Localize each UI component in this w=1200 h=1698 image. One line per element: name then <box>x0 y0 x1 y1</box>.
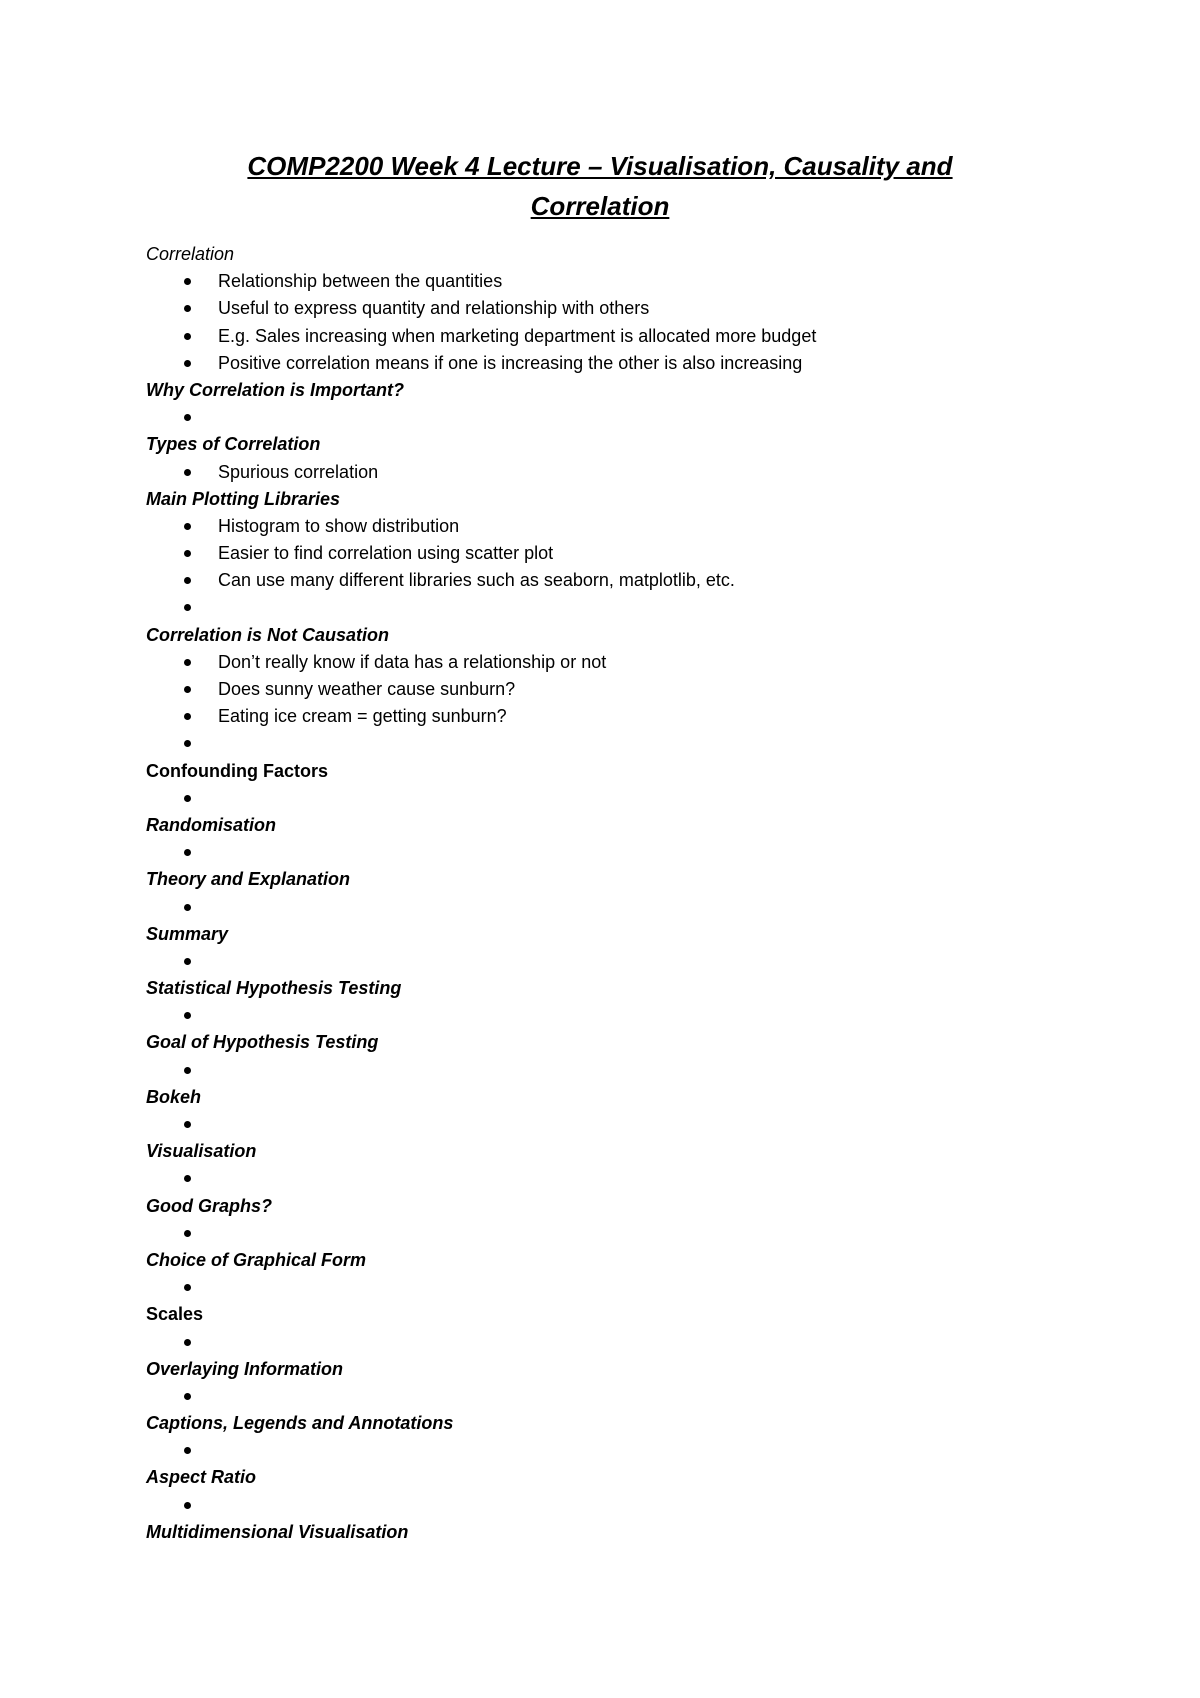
bullet-text: Histogram to show distribution <box>218 515 460 536</box>
bullet-icon <box>184 904 191 911</box>
bullet-item <box>146 1002 1106 1029</box>
bullet-icon <box>184 659 191 666</box>
bullet-item <box>146 295 1106 322</box>
section <box>146 431 1106 485</box>
title-line-2: Correlation <box>530 191 670 221</box>
bullet-item <box>146 649 1106 676</box>
section <box>146 1193 1106 1247</box>
bullet-item <box>146 1437 1106 1464</box>
bullet-icon <box>184 740 191 747</box>
bullet-item <box>146 594 1106 621</box>
bullet-icon <box>184 1284 191 1291</box>
section <box>146 1247 1106 1301</box>
bullet-item <box>146 567 1106 594</box>
bullet-icon <box>184 686 191 693</box>
section-heading: Overlaying Information <box>146 1358 344 1379</box>
bullet-icon <box>184 333 191 340</box>
bullet-text: Easier to find correlation using scatter plot <box>218 543 554 564</box>
bullet-icon <box>184 523 191 530</box>
bullet-icon <box>184 849 191 856</box>
bullet-text: Does sunny weather cause sunburn? <box>218 679 516 699</box>
bullet-item <box>146 350 1106 377</box>
bullet-item <box>146 894 1106 921</box>
section <box>146 812 1106 866</box>
bullet-item <box>146 1165 1106 1192</box>
section <box>146 975 1106 1029</box>
bullet-icon <box>184 1121 191 1128</box>
document-title <box>0 146 1200 226</box>
document-body <box>146 241 1106 1546</box>
bullet-item <box>146 323 1106 350</box>
section <box>146 758 1106 812</box>
section-heading: Statistical Hypothesis Testing <box>146 978 402 999</box>
bullet-icon <box>184 958 191 965</box>
title-line-1: COMP2200 Week 4 Lecture – Visualisation, Causality and <box>247 151 953 181</box>
bullet-item <box>146 1111 1106 1138</box>
bullet-icon <box>184 1502 191 1509</box>
bullet-text: Useful to express quantity and relationship with others <box>218 298 650 319</box>
bullet-icon <box>184 1393 191 1400</box>
bullet-item <box>146 1383 1106 1410</box>
bullet-item <box>146 1274 1106 1301</box>
bullet-icon <box>184 1230 191 1237</box>
section-heading: Correlation is Not Causation <box>146 624 390 645</box>
section-heading: Multidimensional Visualisation <box>146 1521 409 1542</box>
bullet-item <box>146 513 1106 540</box>
bullet-icon <box>184 1067 191 1074</box>
bullet-item <box>146 540 1106 567</box>
bullet-item <box>146 948 1106 975</box>
section-heading: Confounding Factors <box>146 760 328 781</box>
bullet-icon <box>184 469 191 476</box>
bullet-text: Spurious correlation <box>218 461 379 482</box>
bullet-item <box>146 676 1106 703</box>
section-heading: Main Plotting Libraries <box>146 488 341 509</box>
section-heading: Captions, Legends and Annotations <box>146 1413 454 1434</box>
section-heading: Theory and Explanation <box>146 869 351 890</box>
section <box>146 1519 1106 1546</box>
bullet-item <box>146 1220 1106 1247</box>
section-heading: Choice of Graphical Form <box>146 1249 367 1270</box>
bullet-icon <box>184 550 191 557</box>
bullet-item <box>146 1329 1106 1356</box>
bullet-icon <box>184 577 191 584</box>
bullet-icon <box>184 1012 191 1019</box>
bullet-text: E.g. Sales increasing when marketing department is allocated more budget <box>218 325 817 346</box>
section-heading: Types of Correlation <box>146 434 321 455</box>
bullet-item <box>146 703 1106 730</box>
section <box>146 486 1106 622</box>
section-heading: Randomisation <box>146 814 277 835</box>
bullet-text: Don’t really know if data has a relationship or not <box>218 651 607 672</box>
section <box>146 866 1106 920</box>
section-heading: Correlation <box>146 244 235 264</box>
section-heading: Aspect Ratio <box>146 1467 257 1488</box>
bullet-icon <box>184 713 191 720</box>
section <box>146 241 1106 377</box>
section <box>146 1356 1106 1410</box>
bullet-icon <box>184 414 191 421</box>
bullet-item <box>146 459 1106 486</box>
section <box>146 377 1106 431</box>
bullet-text: Eating ice cream = getting sunburn? <box>218 706 507 727</box>
bullet-text: Can use many different libraries such as seaborn, matplotlib, etc. <box>218 570 735 591</box>
bullet-icon <box>184 795 191 802</box>
section-heading: Why Correlation is Important? <box>146 379 405 400</box>
section-heading: Summary <box>146 923 229 944</box>
bullet-item <box>146 839 1106 866</box>
bullet-item <box>146 1057 1106 1084</box>
section-heading: Bokeh <box>146 1086 202 1107</box>
section <box>146 1410 1106 1464</box>
section <box>146 622 1106 758</box>
bullet-icon <box>184 305 191 312</box>
bullet-item <box>146 268 1106 295</box>
section-heading: Good Graphs? <box>146 1195 272 1216</box>
section-heading: Goal of Hypothesis Testing <box>146 1032 379 1053</box>
bullet-item <box>146 404 1106 431</box>
bullet-text: Positive correlation means if one is increasing the other is also increasing <box>218 352 803 373</box>
section-heading: Scales <box>146 1304 204 1325</box>
section <box>146 1084 1106 1138</box>
bullet-item <box>146 1492 1106 1519</box>
bullet-text: Relationship between the quantities <box>218 271 503 292</box>
bullet-icon <box>184 1447 191 1454</box>
section <box>146 921 1106 975</box>
bullet-icon <box>184 278 191 285</box>
bullet-item <box>146 730 1106 757</box>
section-heading: Visualisation <box>146 1141 257 1162</box>
section <box>146 1464 1106 1518</box>
bullet-icon <box>184 1175 191 1182</box>
section <box>146 1301 1106 1355</box>
bullet-icon <box>184 604 191 611</box>
section <box>146 1029 1106 1083</box>
section <box>146 1138 1106 1192</box>
bullet-icon <box>184 360 191 367</box>
bullet-item <box>146 785 1106 812</box>
bullet-icon <box>184 1339 191 1346</box>
